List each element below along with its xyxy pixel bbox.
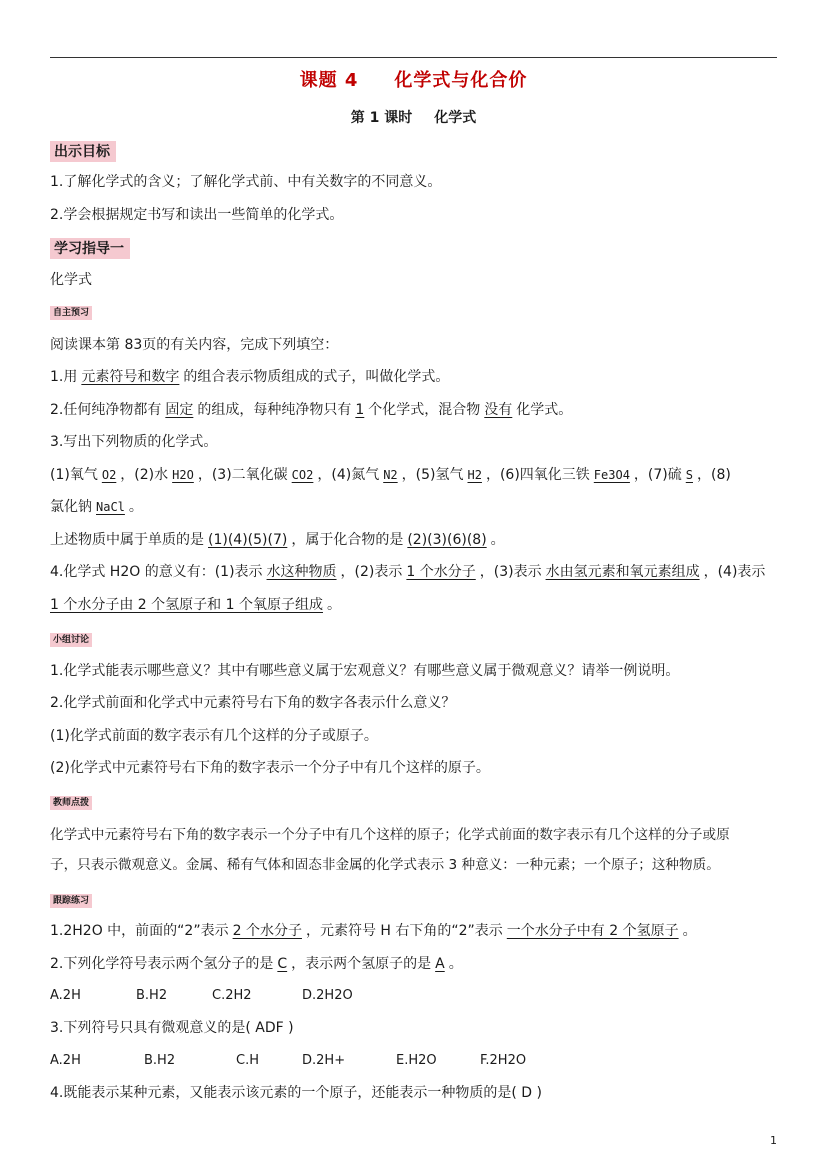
- question-3b: 上述物质中属于单质的是 (1)(4)(5)(7) ，属于化合物的是 (2)(3)(6)(8) 。: [50, 532, 505, 548]
- option-d: D.2H2O: [302, 988, 353, 1003]
- option-e: E.H2O: [396, 1053, 437, 1068]
- discuss-2: 2.化学式前面和化学式中元素符号右下角的数字各表示什么意义？: [50, 695, 456, 711]
- answer-blank: 2 个水分子: [232, 923, 302, 939]
- option-f: F.2H2O: [480, 1053, 527, 1068]
- teacher-tag: 教师点拨: [50, 796, 92, 810]
- discuss-1: 1.化学式能表示哪些意义？其中有哪些意义属于宏观意义？有哪些意义属于微观意义？请举一例说明。: [50, 663, 680, 679]
- period-number: 第 1 课时: [350, 110, 413, 126]
- option-c: C.2H2: [212, 988, 252, 1003]
- lesson-subtitle: [0, 107, 827, 127]
- answer-blank: CO2: [291, 468, 314, 482]
- guide-title: 化学式: [50, 272, 92, 288]
- discuss-4: (2)化学式中元素符号右下角的数字表示一个分子中有几个这样的原子。: [50, 760, 490, 776]
- practice-1: 1.2H2O 中，前面的“2”表示 2 个水分子 ，元素符号 H 右下角的“2”表示 一个水分子中有 2 个氢原子 。: [50, 923, 697, 939]
- answer-blank: N2: [383, 468, 398, 482]
- answer-blank: O2: [101, 468, 117, 482]
- answer-blank: 1 个水分子: [406, 564, 476, 580]
- lesson-number: 课题 4: [299, 70, 359, 91]
- answer-blank: 水这种物质: [266, 564, 337, 580]
- teacher-2: 子，只表示微观意义。金属、稀有气体和固态非金属的化学式表示 3 种意义：一种元素；一个原子；这种物质。: [50, 857, 720, 873]
- page-number: 1: [770, 1134, 777, 1147]
- period-name: 化学式: [434, 110, 477, 126]
- answer-blank: A: [435, 956, 445, 972]
- lesson-title: [0, 66, 827, 92]
- option-a: A.2H: [50, 988, 81, 1003]
- answer-blank: 没有: [484, 402, 513, 418]
- preview-tag: 自主预习: [50, 306, 92, 320]
- answer-blank: NaCl: [96, 500, 125, 514]
- answer-blank: H2: [467, 468, 482, 482]
- question-2: 2.任何纯净物都有 固定 的组成，每种纯净物只有 1 个化学式，混合物 没有 化学式。: [50, 402, 573, 418]
- option-d: D.2H+: [302, 1053, 346, 1068]
- question-1: 1.用 元素符号和数字 的组合表示物质组成的式子，叫做化学式。: [50, 369, 450, 385]
- answer-blank: H2O: [172, 468, 194, 482]
- header-rule: [50, 57, 777, 58]
- lesson-name: 化学式与化合价: [394, 70, 528, 91]
- goals-tag: 出示目标: [50, 141, 116, 162]
- practice-tag: 跟踪练习: [50, 894, 92, 908]
- question-3-items-cont: 氯化钠 NaCl 。: [50, 499, 143, 515]
- practice-2-options: [50, 987, 777, 1005]
- goal-2: 2.学会根据规定书写和读出一些简单的化学式。: [50, 207, 344, 223]
- question-3: 3.写出下列物质的化学式。: [50, 434, 218, 450]
- practice-3: 3.下列符号只具有微观意义的是( ADF ): [50, 1020, 294, 1036]
- answer-blank: 1 个水分子由 2 个氢原子和 1 个氧原子组成: [50, 597, 323, 613]
- option-b: B.H2: [144, 1053, 176, 1068]
- question-4-cont: 1 个水分子由 2 个氢原子和 1 个氧原子组成 。: [50, 597, 341, 613]
- answer-blank: S: [685, 468, 693, 482]
- answer-blank: (1)(4)(5)(7): [208, 532, 288, 548]
- teacher-1: 化学式中元素符号右下角的数字表示一个分子中有几个这样的原子；化学式前面的数字表示有几个这样的分子或原: [50, 827, 730, 843]
- answer-blank: 1: [355, 402, 365, 418]
- guide-tag: 学习指导一: [50, 238, 130, 259]
- answer-blank: 一个水分子中有 2 个氢原子: [506, 923, 679, 939]
- discuss-tag: 小组讨论: [50, 633, 92, 647]
- discuss-3: (1)化学式前面的数字表示有几个这样的分子或原子。: [50, 728, 378, 744]
- option-b: B.H2: [136, 988, 168, 1003]
- answer-blank: Fe3O4: [593, 468, 630, 482]
- option-a: A.2H: [50, 1053, 81, 1068]
- practice-3-options: [50, 1052, 777, 1070]
- question-4: 4.化学式 H2O 的意义有：(1)表示 水这种物质 ，(2)表示 1 个水分子 ，(3)表示 水由氢元素和氧元素组成 ，(4)表示: [50, 564, 766, 580]
- practice-2: 2.下列化学符号表示两个氢分子的是 C ，表示两个氢原子的是 A 。: [50, 956, 463, 972]
- answer-blank: 水由氢元素和氧元素组成: [545, 564, 700, 580]
- goal-1: 1.了解化学式的含义；了解化学式前、中有关数字的不同意义。: [50, 174, 442, 190]
- option-c: C.H: [236, 1053, 259, 1068]
- question-3-items: (1)氧气 O2 ，(2)水 H2O ，(3)二氧化碳 CO2 ，(4)氮气 N2 ，(5)氢气 H2 ，(6)四氧化三铁 Fe3O4 ，(7)硫 S ，(8): [50, 467, 731, 483]
- answer-blank: 固定: [165, 402, 194, 418]
- practice-4: 4.既能表示某种元素，又能表示该元素的一个原子，还能表示一种物质的是( D ): [50, 1085, 542, 1101]
- answer-blank: C: [277, 956, 288, 972]
- preview-intro: 阅读课本第 83页的有关内容，完成下列填空：: [50, 337, 339, 353]
- answer-blank: (2)(3)(6)(8): [407, 532, 487, 548]
- answer-blank: 元素符号和数字: [81, 369, 180, 385]
